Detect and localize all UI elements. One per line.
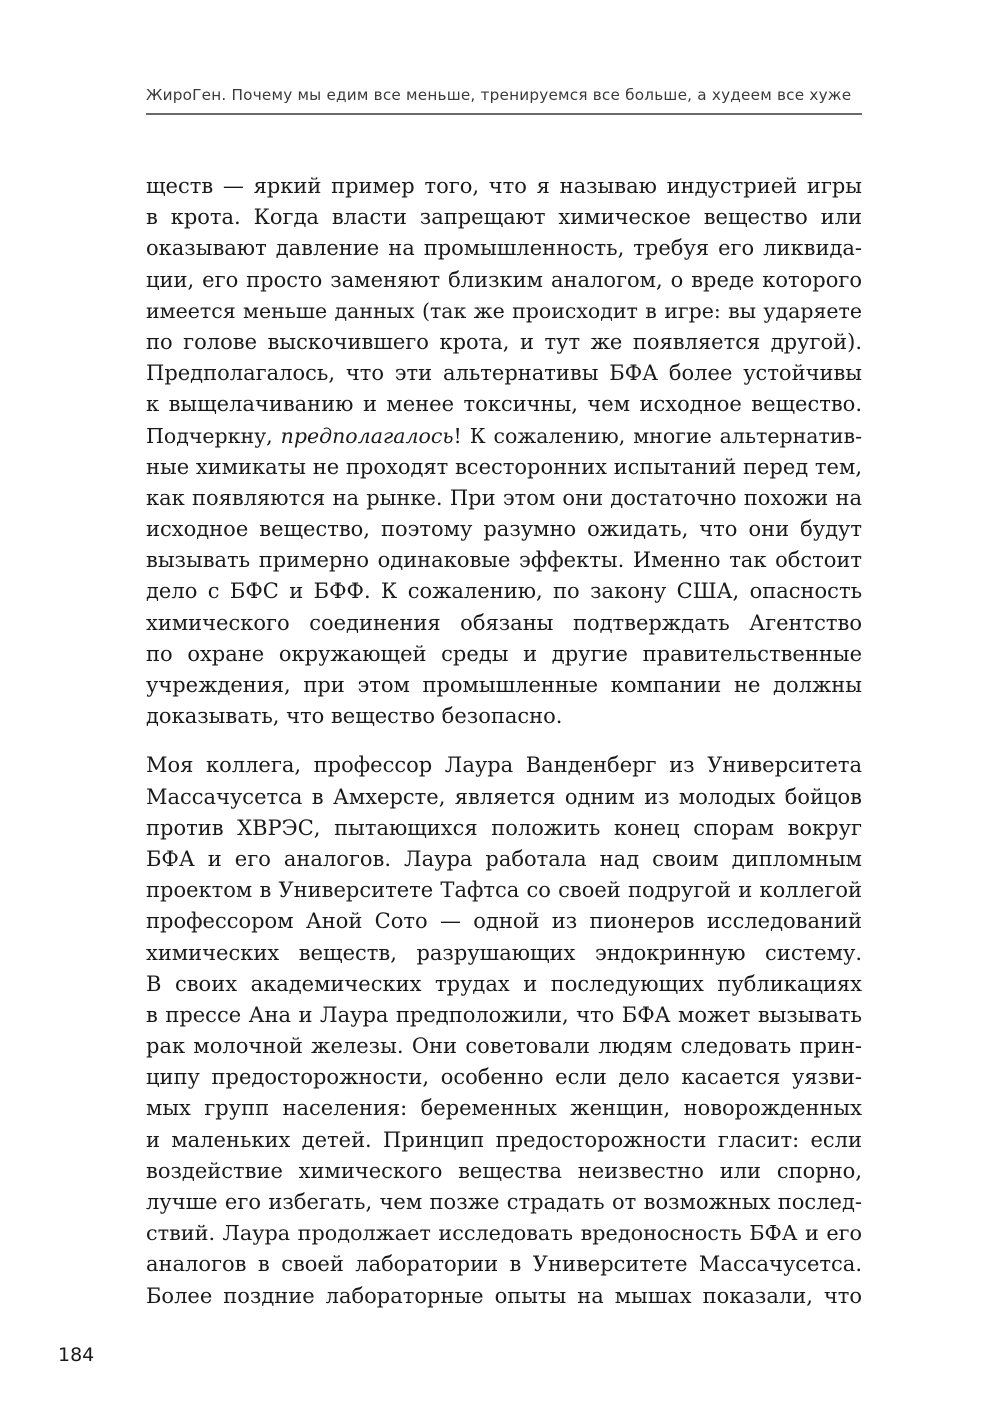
text-line: по охране окружающей среды и другие правительственные [146,641,862,666]
text-line-with-emphasis [146,421,862,452]
text-run: ! К сожалению, многие альтернатив- [453,423,862,448]
text-line: в прессе Ана и Лаура предположили, что БФА может вызывать [146,1002,862,1027]
running-header: ЖироГен. Почему мы едим все меньше, тренируемся все больше, а худеем все хуже [146,86,852,104]
text-line: доказывать, что вещество безопасно. [146,704,563,729]
text-line: учреждения, при этом промышленные компании не должны [146,673,862,697]
text-line: против ХВРЭС, пытающихся положить конец спорам вокруг [146,815,862,840]
text-line: ществ — яркий пример того, что я называю индустрией игры [146,174,862,198]
text-run: Подчеркну, [146,423,281,448]
text-line: проектом в Университете Тафтса со своей подругой и коллегой [146,878,862,903]
text-line: к выщелачиванию и менее токсичны, чем исходное вещество. [146,392,862,417]
text-line: химического соединения обязаны подтверждать Агентство [146,610,862,635]
text-line: аналогов в своей лаборатории в Университете Массачусетса. [146,1252,862,1277]
paragraph-gap [146,732,862,750]
text-line: оказывают давление на промышленность, требуя его ликвида- [146,236,862,261]
text-line: по голове выскочившего крота, и тут же появляется другой). [146,329,862,354]
text-line: вызывать примерно одинаковые эффекты. Именно так обстоит [146,548,862,573]
text-line: рак молочной железы. Они советовали людям следовать прин- [146,1034,862,1059]
text-line: ствий. Лаура продолжает исследовать вредоносность БФА и его [146,1221,862,1246]
text-line: ципу предосторожности, особенно если дело касается уязви- [146,1065,862,1090]
text-line: БФА и его аналогов. Лаура работала над своим дипломным [146,846,862,871]
header-rule [146,113,862,115]
text-line: исходное вещество, поэтому разумно ожидать, что они будут [146,517,862,542]
body-text [146,171,862,1312]
text-line: профессором Аной Сото — одной из пионеров исследований [146,909,862,934]
text-line: дело с БФС и БФФ. К сожалению, по закону США, опасность [146,579,862,604]
text-line: Более поздние лабораторные опыты на мышах показали, что [146,1283,862,1308]
text-line: ции, его просто заменяют близким аналогом, о вреде которого [146,267,862,292]
text-line: В своих академических трудах и последующих публикациях [146,971,862,996]
text-line: и маленьких детей. Принцип предосторожности гласит: если [146,1127,862,1152]
page-number: 184 [58,1344,95,1366]
text-line: Моя коллега, профессор Лаура Ванденберг из Университета [146,753,862,778]
text-line: мых групп населения: беременных женщин, новорожденных [146,1096,862,1121]
text-line: воздействие химического вещества неизвестно или спорно, [146,1158,862,1183]
text-line: химических веществ, разрушающих эндокринную систему. [146,940,862,965]
text-line: ные химикаты не проходят всесторонних испытаний перед тем, [146,454,862,479]
text-line: как появляются на рынке. При этом они достаточно похожи на [146,485,862,510]
text-line: лучше его избегать, чем позже страдать от возможных послед- [146,1190,862,1214]
text-line: Массачусетса в Амхерсте, является одним из молодых бойцов [146,784,862,809]
text-line: в крота. Когда власти запрещают химическое вещество или [146,205,862,230]
text-line: имеется меньше данных (так же происходит в игре: вы ударяете [146,298,862,323]
text-line: Предполагалось, что эти альтернативы БФА более устойчивы [146,361,862,386]
emphasis-word: предполагалось [280,423,454,448]
